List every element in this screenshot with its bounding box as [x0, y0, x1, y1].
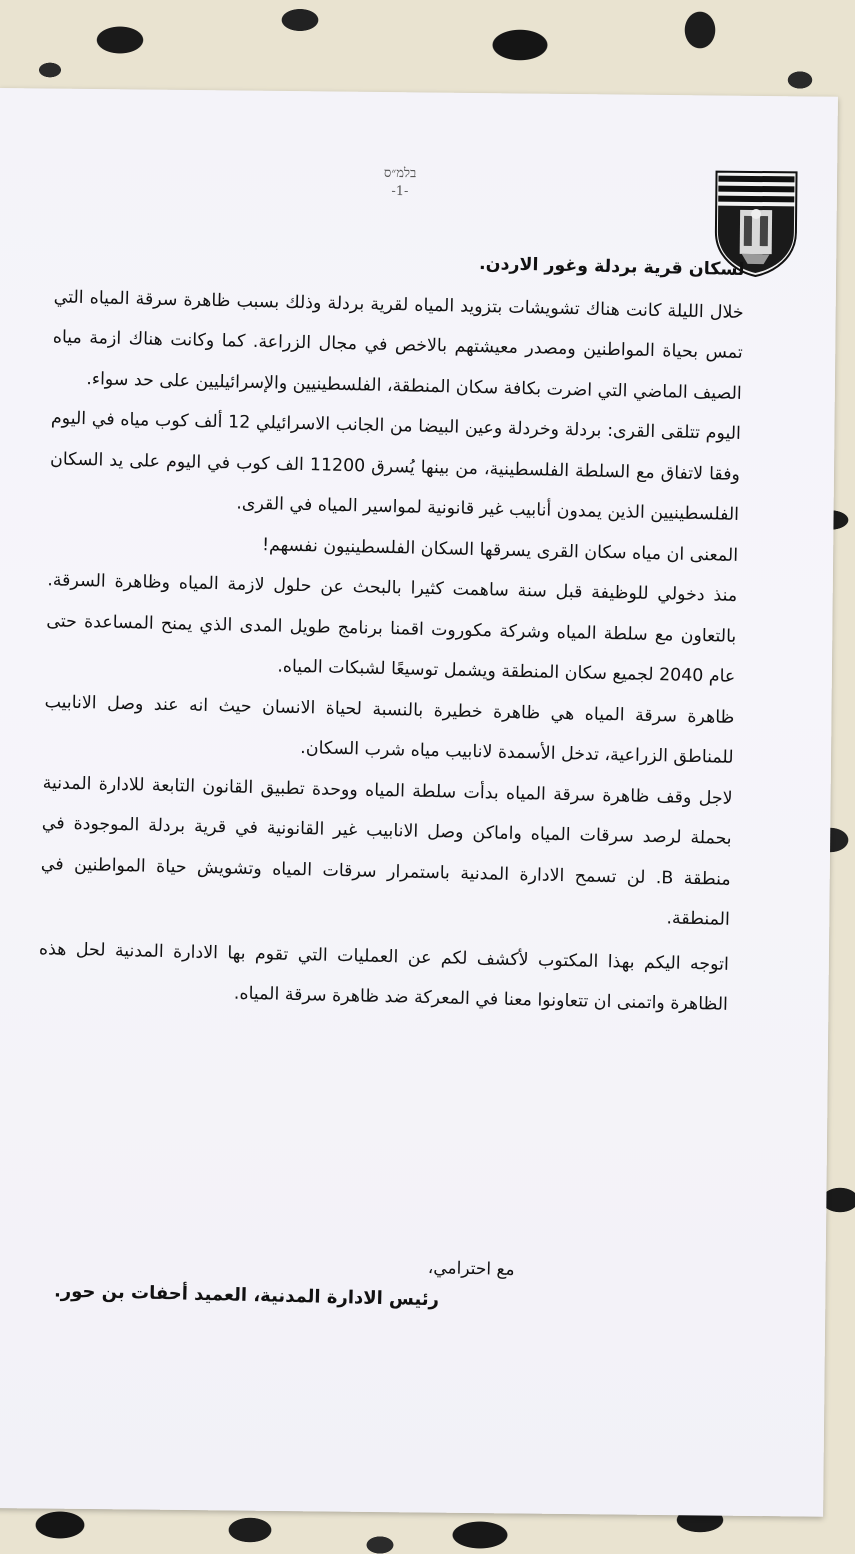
paragraph-3: المعنى ان مياه سكان القرى يسرقها السكان الفلسطينيون نفسهم! — [261, 534, 739, 566]
page-number: -1- — [391, 183, 409, 200]
letter-addressee: لسكان قرية بردلة وغور الاردن. — [478, 253, 745, 280]
paragraph-4: منذ دخولي للوظيفة قبل سنة ساهمت كثيرا بالبحث عن حلول لازمة المياه وظاهرة السرقة. بالتعاون مع سلطة المياه وشركة مكوروت اقمنا برنامج طويل المدى الذي يمنح المساعدة حتى عام 2040 لجميع سكان المنطقة ويشمل توسيعًا لشبكات المياه. — [46, 570, 738, 687]
signature-line: رئيس الادارة المدنية، العميد أحفات بن حور. — [53, 1280, 440, 1311]
paragraph-2: اليوم تتلقى القرى: بردلة وخردلة وعين البيضا من الجانب الاسرائيلي 12 ألف كوب مياه في اليوم وفقا لاتفاق مع السلطة الفلسطينية، من بينها يُسرق 11200 الف كوب في اليوم على يد السكان الفلسطينيين الذين يمدون أنابيب غير قانونية لمواسير المياه في القرى. — [49, 408, 742, 525]
classification-mark: בלמ״ס — [383, 165, 417, 182]
letter-closing — [54, 1245, 515, 1319]
paragraph-5: ظاهرة سرقة المياه هي ظاهرة خطيرة بالنسبة لحياة الانسان حيث انه عند وصل الانابيب للمناطق الزراعية، تدخل الأسمدة لانابيب مياه شرب السكان. — [44, 691, 735, 768]
paragraph-6: لاجل وقف ظاهرة سرقة المياه بدأت سلطة المياه ووحدة تطبيق القانون التابعة للادارة المدنية بحملة لرصد سرقات المياه واماكن وصل الانابيب غير القانونية في قرية بردلة الموجودة في منطقة B. لن تسمح الادارة المدنية باستمرار سرقات المياه وتشويش حياة المواطنين في المنطقة. — [40, 772, 733, 930]
document-header — [370, 165, 430, 202]
letter-body — [38, 234, 745, 1025]
closing-regards: مع احترامي، — [427, 1258, 515, 1280]
paragraph-7: اتوجه اليكم بهذا المكتوب لأكشف لكم عن العمليات التي تقوم بها الادارة المدنية لحل هذه الظاهرة واتمنى ان تتعاونوا معنا في المعركة ضد ظاهرة سرقة المياه. — [38, 938, 730, 1015]
paragraph-1: خلال الليلة كانت هناك تشويشات بتزويد المياه لقرية بردلة وذلك بسبب ظاهرة سرقة المياه التي تمس بحياة المواطنين ومصدر معيشتهم بالاخص في مجال الزراعة. كما وكانت هناك ازمة مياه الصيف الماضي التي اضرت بكافة سكان المنطقة، الفلسطينيين والإسرائيليين على حد سواء. — [52, 286, 744, 404]
